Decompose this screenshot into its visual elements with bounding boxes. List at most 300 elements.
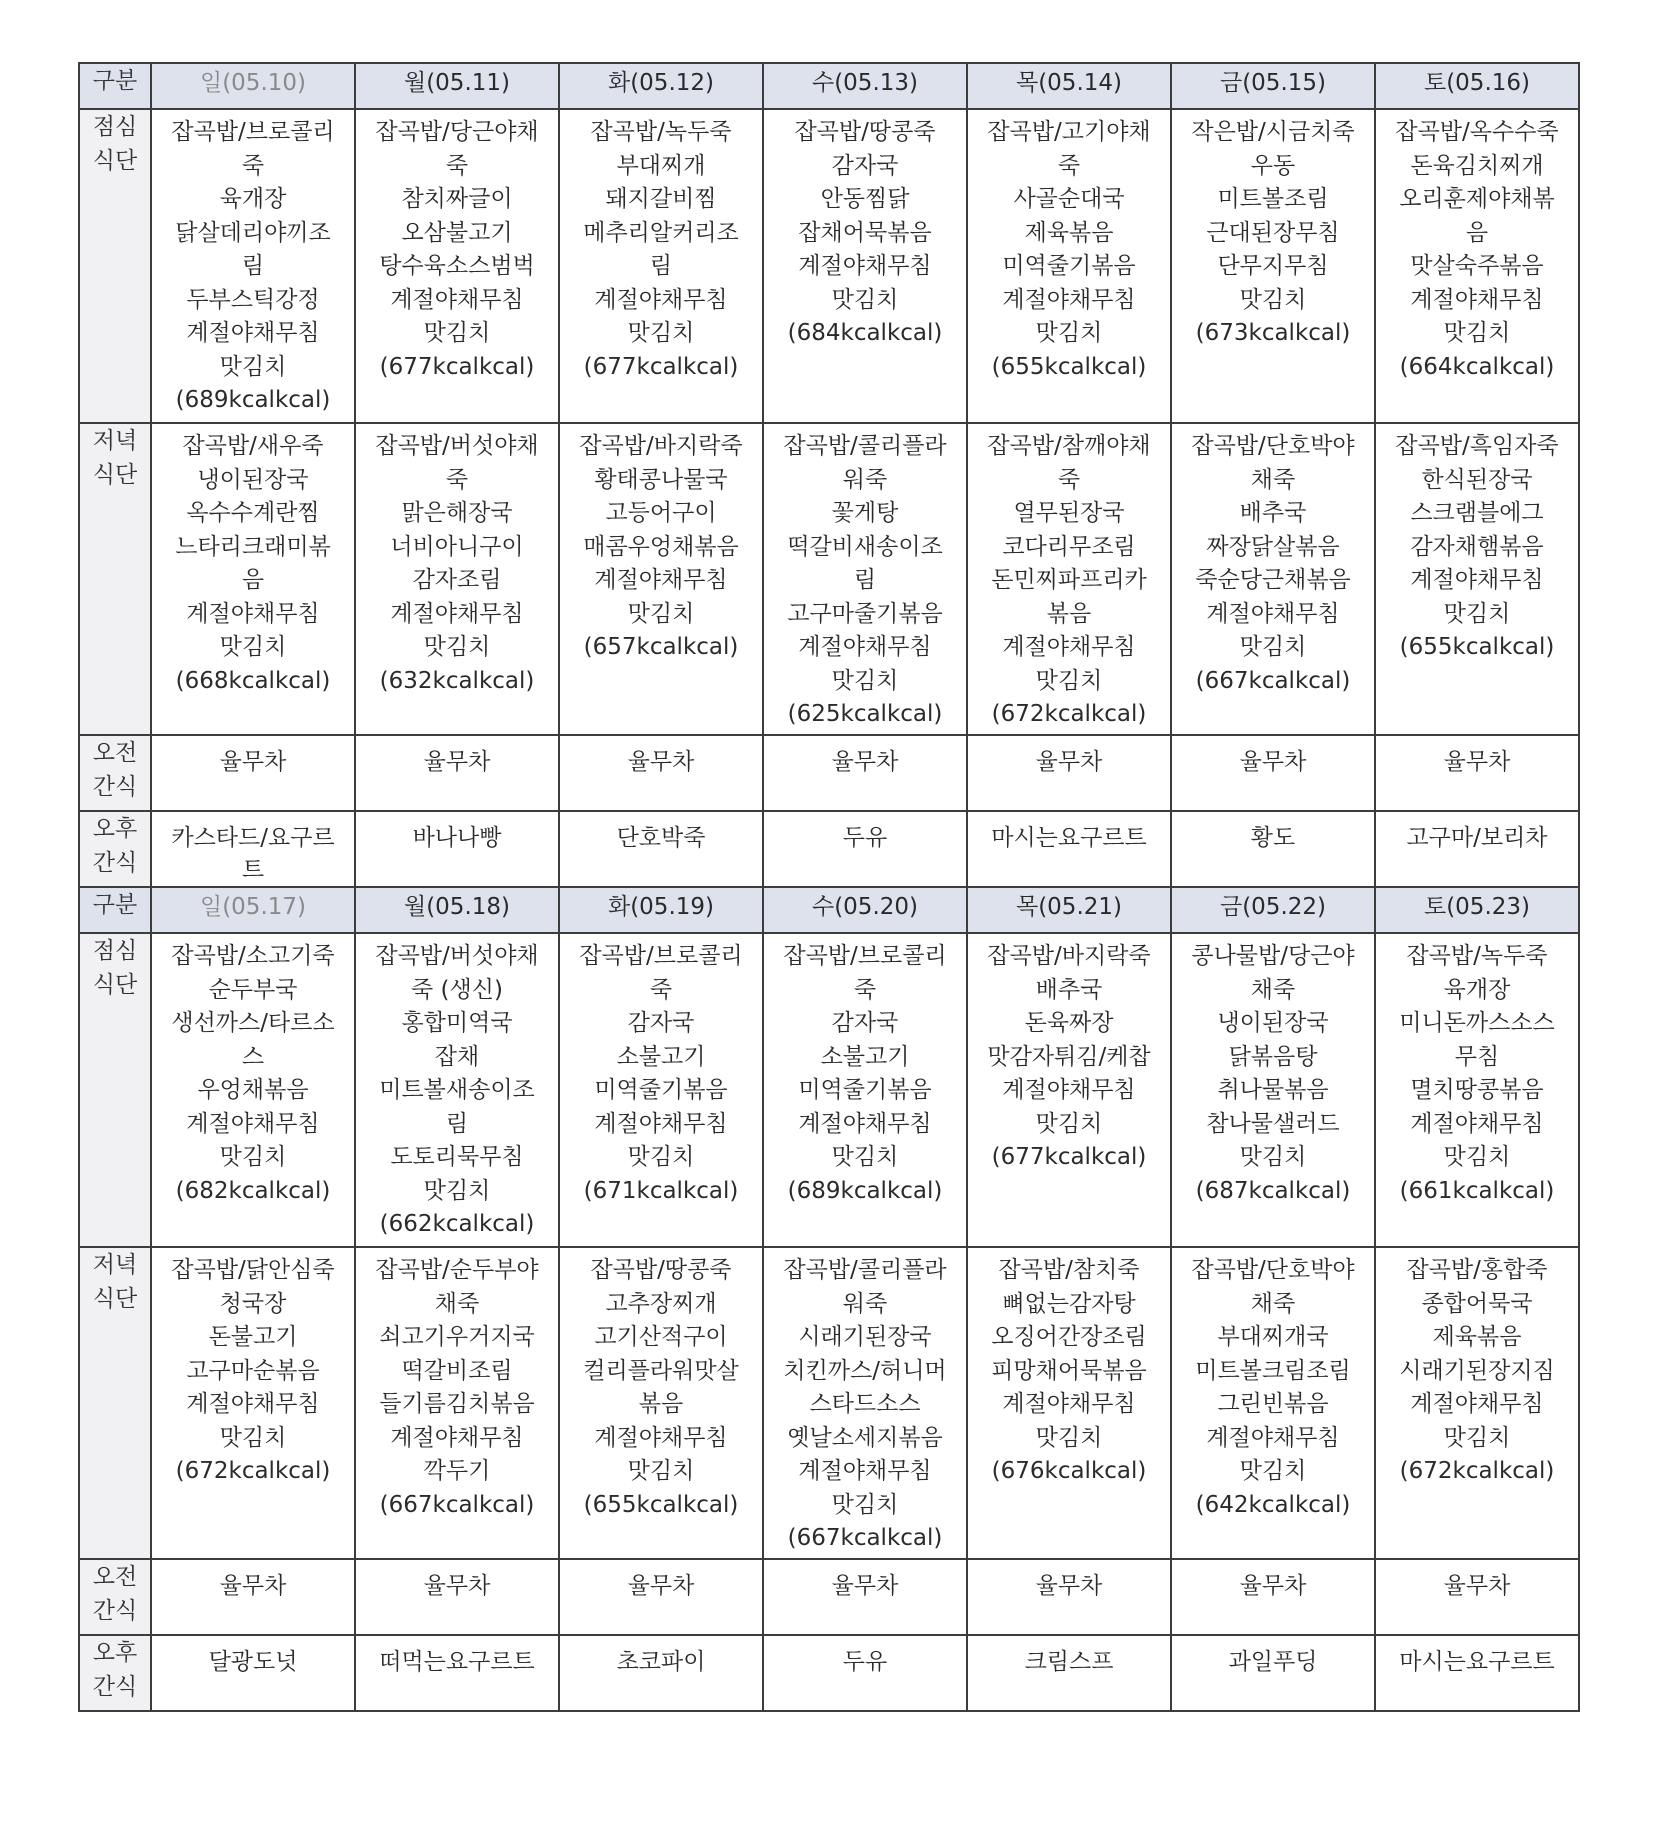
menu-item-line: 두유 bbox=[842, 825, 888, 851]
menu-item-line: 잡곡밥/버섯야채 bbox=[375, 433, 539, 459]
menu-items bbox=[764, 424, 966, 732]
menu-item-line: 맛김치 bbox=[219, 634, 287, 660]
lunch-cell bbox=[763, 109, 967, 423]
menu-item-line: 육개장 bbox=[1443, 976, 1511, 1003]
menu-item-line: 부대찌개국 bbox=[1217, 1324, 1329, 1350]
menu-item-line: 스크램블에그 bbox=[1410, 500, 1544, 526]
menu-item-line: 계절야채무침 bbox=[186, 600, 320, 627]
menu-item-line: 계절야채무침 bbox=[186, 1391, 320, 1417]
day-header: 목(05.14) bbox=[967, 63, 1171, 109]
menu-item-line: 맛김치 bbox=[1035, 1424, 1103, 1451]
menu-item-line: 잡곡밥/홍합죽 bbox=[1406, 1257, 1548, 1283]
menu-item-line: 죽 bbox=[1057, 152, 1081, 179]
day-header: 금(05.22) bbox=[1171, 887, 1375, 933]
menu-item-line: (661kcalkcal) bbox=[1399, 1177, 1555, 1204]
menu-item-line: 맛김치 bbox=[627, 320, 695, 346]
menu-item-line: 율무차 bbox=[1239, 1573, 1307, 1599]
lunch-cell bbox=[151, 109, 355, 423]
menu-item-line: 워죽 bbox=[842, 466, 888, 493]
morning-snack-cell bbox=[355, 735, 559, 811]
header-label: 구분 bbox=[79, 63, 151, 109]
row-label-line: 점심 bbox=[92, 938, 138, 964]
row-label bbox=[79, 1559, 151, 1635]
menu-item-line: 계절야채무침 bbox=[1002, 286, 1136, 313]
menu-item-line: 맛감자튀김/케찹 bbox=[987, 1043, 1151, 1070]
menu-item-line: 채죽 bbox=[1250, 466, 1296, 493]
dinner-cell bbox=[763, 1247, 967, 1559]
menu-item-line: (657kcalkcal) bbox=[583, 634, 739, 660]
dinner-cell bbox=[1375, 423, 1579, 735]
menu-item-line: 계절야채무침 bbox=[1410, 567, 1544, 593]
menu-item-line: 율무차 bbox=[219, 749, 287, 775]
menu-item-line: 맛김치 bbox=[1239, 1458, 1307, 1484]
menu-item-line: 잡곡밥/당근야채 bbox=[375, 119, 539, 145]
menu-item-line: (677kcalkcal) bbox=[379, 353, 535, 380]
menu-item-line: 계절야채무침 bbox=[1002, 1077, 1136, 1103]
menu-item-line: (676kcalkcal) bbox=[991, 1458, 1147, 1484]
menu-item-line: 죽 bbox=[445, 152, 469, 179]
menu-item-line: 고기산적구이 bbox=[594, 1324, 728, 1350]
menu-item-line: 꽃게탕 bbox=[831, 500, 899, 526]
row-label-line: 간식 bbox=[92, 774, 138, 800]
menu-items bbox=[560, 1560, 762, 1602]
meal-plan-table bbox=[78, 62, 1580, 1712]
afternoon-snack-cell bbox=[763, 1635, 967, 1711]
menu-items bbox=[560, 424, 762, 665]
lunch-cell bbox=[1171, 109, 1375, 423]
menu-items bbox=[764, 1636, 966, 1678]
menu-item-line: 잡곡밥/참깨야채 bbox=[987, 433, 1151, 459]
menu-items bbox=[560, 934, 762, 1208]
menu-item-line: 율무차 bbox=[1035, 749, 1103, 775]
menu-item-line: (684kcalkcal) bbox=[787, 320, 943, 346]
menu-item-line: 맛김치 bbox=[219, 353, 287, 380]
row-label-line: 식단 bbox=[92, 462, 138, 488]
menu-item-line: (642kcalkcal) bbox=[1195, 1491, 1351, 1518]
menu-item-line: 계절야채무침 bbox=[594, 286, 728, 313]
menu-item-line: 제육볶음 bbox=[1432, 1324, 1522, 1350]
menu-item-line: 잡곡밥/순두부야 bbox=[375, 1257, 539, 1283]
menu-items bbox=[764, 736, 966, 778]
menu-item-line: 잡곡밥/녹두죽 bbox=[590, 119, 732, 145]
menu-items bbox=[764, 812, 966, 854]
menu-item-line: 닭살데리야끼조 bbox=[175, 219, 331, 246]
menu-item-line: 크림스프 bbox=[1024, 1649, 1114, 1675]
menu-item-line: 옛날소세지볶음 bbox=[787, 1424, 943, 1451]
menu-item-line: 냉이된장국 bbox=[1217, 1010, 1329, 1036]
lunch-cell bbox=[763, 933, 967, 1247]
menu-items bbox=[152, 812, 354, 886]
row-label-line: 식단 bbox=[92, 1286, 138, 1312]
menu-item-line: (689kcalkcal) bbox=[787, 1177, 943, 1204]
menu-item-line: 그린빈볶음 bbox=[1217, 1391, 1329, 1417]
menu-item-line: 단무지무침 bbox=[1217, 253, 1329, 279]
morning-snack-cell bbox=[1375, 735, 1579, 811]
afternoon-snack-cell bbox=[151, 811, 355, 887]
menu-item-line: 맛김치 bbox=[831, 1491, 899, 1518]
menu-item-line: 안동찜닭 bbox=[820, 186, 910, 212]
menu-items bbox=[152, 934, 354, 1208]
menu-item-line: (689kcalkcal) bbox=[175, 387, 331, 413]
menu-item-line: 뼈없는감자탕 bbox=[1002, 1290, 1136, 1317]
menu-item-line: 무침 bbox=[1454, 1043, 1500, 1070]
row-label-line: 점심 bbox=[92, 114, 138, 140]
day-header: 월(05.18) bbox=[355, 887, 559, 933]
menu-item-line: (677kcalkcal) bbox=[991, 1144, 1147, 1170]
menu-items bbox=[764, 934, 966, 1208]
menu-items bbox=[968, 110, 1170, 384]
dinner-row bbox=[79, 423, 1579, 735]
lunch-cell bbox=[1375, 109, 1579, 423]
afternoon-snack-cell bbox=[1375, 1635, 1579, 1711]
menu-item-line: 잡채어묵볶음 bbox=[798, 219, 932, 246]
morning-snack-cell bbox=[559, 1559, 763, 1635]
menu-item-line: 근대된장무침 bbox=[1206, 219, 1340, 246]
menu-item-line: 잡곡밥/땅콩죽 bbox=[794, 119, 936, 145]
afternoon-snack-cell bbox=[355, 1635, 559, 1711]
menu-item-line: 들기름김치볶음 bbox=[379, 1391, 535, 1417]
menu-item-line: 우동 bbox=[1250, 152, 1296, 179]
morning-snack-cell bbox=[151, 735, 355, 811]
header-label: 구분 bbox=[79, 887, 151, 933]
menu-items bbox=[764, 110, 966, 351]
menu-item-line: 깍두기 bbox=[423, 1458, 491, 1484]
menu-item-line: 마시는요구르트 bbox=[1399, 1649, 1555, 1675]
menu-item-line: (667kcalkcal) bbox=[1195, 667, 1351, 694]
afternoon-snack-cell bbox=[559, 811, 763, 887]
menu-item-line: 고추장찌개 bbox=[605, 1290, 717, 1317]
menu-item-line: 맛김치 bbox=[1443, 600, 1511, 627]
lunch-row bbox=[79, 933, 1579, 1247]
menu-item-line: 두부스틱강정 bbox=[186, 286, 320, 313]
menu-item-line: 한식된장국 bbox=[1421, 466, 1533, 493]
menu-item-line: 계절야채무침 bbox=[186, 1110, 320, 1137]
menu-item-line: 맛김치 bbox=[219, 1144, 287, 1170]
menu-item-line: 채죽 bbox=[1250, 1290, 1296, 1317]
menu-items bbox=[1172, 934, 1374, 1208]
row-label-line: 식단 bbox=[92, 148, 138, 174]
menu-item-line: 잡곡밥/녹두죽 bbox=[1406, 943, 1548, 969]
menu-item-line: 맛김치 bbox=[831, 286, 899, 313]
menu-items bbox=[1376, 812, 1578, 854]
menu-item-line: 계절야채무침 bbox=[1206, 600, 1340, 627]
menu-item-line: 림 bbox=[445, 1110, 469, 1137]
menu-item-line: 돈불고기 bbox=[208, 1324, 298, 1350]
menu-item-line: 볶음 bbox=[1046, 600, 1092, 627]
menu-item-line: 잡곡밥/새우죽 bbox=[182, 433, 324, 459]
morning-snack-cell bbox=[763, 735, 967, 811]
afternoon-snack-cell bbox=[1171, 811, 1375, 887]
menu-items bbox=[968, 1636, 1170, 1678]
menu-items bbox=[152, 736, 354, 778]
afternoon-snack-cell bbox=[967, 1635, 1171, 1711]
menu-items bbox=[1172, 812, 1374, 854]
menu-item-line: 미트볼새송이조 bbox=[379, 1077, 535, 1103]
menu-item-line: (672kcalkcal) bbox=[991, 701, 1147, 727]
menu-item-line: 홍합미역국 bbox=[401, 1010, 513, 1036]
menu-item-line: 열무된장국 bbox=[1013, 500, 1125, 526]
menu-items bbox=[968, 812, 1170, 854]
dinner-cell bbox=[1171, 1247, 1375, 1559]
menu-item-line: 볶음 bbox=[638, 1391, 684, 1417]
menu-item-line: 율무차 bbox=[1443, 749, 1511, 775]
menu-item-line: 감자국 bbox=[831, 152, 899, 179]
menu-items bbox=[356, 1636, 558, 1678]
menu-item-line: (632kcalkcal) bbox=[379, 667, 535, 694]
menu-item-line: 황도 bbox=[1250, 825, 1296, 851]
menu-item-line: 죽 bbox=[445, 466, 469, 493]
menu-items bbox=[356, 934, 558, 1242]
day-header: 수(05.13) bbox=[763, 63, 967, 109]
day-header: 토(05.16) bbox=[1375, 63, 1579, 109]
menu-items bbox=[560, 812, 762, 854]
menu-item-line: 배추국 bbox=[1035, 976, 1103, 1003]
row-label bbox=[79, 811, 151, 887]
menu-item-line: 생선까스/타르소 bbox=[171, 1010, 335, 1036]
morning-snack-cell bbox=[967, 1559, 1171, 1635]
menu-item-line: 잡곡밥/소고기죽 bbox=[171, 943, 335, 969]
menu-item-line: 맛김치 bbox=[627, 600, 695, 627]
menu-item-line: 맛김치 bbox=[831, 667, 899, 694]
menu-item-line: 취나물볶음 bbox=[1217, 1077, 1329, 1103]
menu-item-line: 잡곡밥/바지락죽 bbox=[987, 943, 1151, 969]
menu-item-line: 잡곡밥/단호박야 bbox=[1191, 433, 1355, 459]
menu-item-line: 계절야채무침 bbox=[390, 1424, 524, 1451]
menu-item-line: 시래기된장지짐 bbox=[1399, 1357, 1555, 1384]
row-label-line: 오후 bbox=[92, 1640, 138, 1666]
morning-snack-row bbox=[79, 735, 1579, 811]
menu-item-line: 미역줄기볶음 bbox=[594, 1077, 728, 1103]
row-label bbox=[79, 1635, 151, 1711]
menu-item-line: 율무차 bbox=[627, 1573, 695, 1599]
menu-item-line: 계절야채무침 bbox=[594, 1110, 728, 1137]
day-header: 금(05.15) bbox=[1171, 63, 1375, 109]
menu-item-line: 맛김치 bbox=[1443, 1424, 1511, 1451]
menu-item-line: 맛김치 bbox=[1443, 1144, 1511, 1170]
week-header-row bbox=[79, 63, 1579, 109]
afternoon-snack-cell bbox=[1171, 1635, 1375, 1711]
afternoon-snack-cell bbox=[559, 1635, 763, 1711]
menu-item-line: 미역줄기볶음 bbox=[1002, 253, 1136, 279]
menu-item-line: 감자국 bbox=[831, 1010, 899, 1036]
row-label-line: 저녁 bbox=[92, 1252, 138, 1278]
morning-snack-cell bbox=[1375, 1559, 1579, 1635]
menu-item-line: 죽 bbox=[649, 976, 673, 1003]
menu-item-line: 시래기된장국 bbox=[798, 1324, 932, 1350]
menu-item-line: 죽 (생신) bbox=[411, 976, 503, 1003]
menu-items bbox=[1172, 1248, 1374, 1522]
morning-snack-cell bbox=[967, 735, 1171, 811]
morning-snack-cell bbox=[1171, 735, 1375, 811]
menu-item-line: 맛살숙주볶음 bbox=[1410, 253, 1544, 279]
lunch-row bbox=[79, 109, 1579, 423]
morning-snack-row bbox=[79, 1559, 1579, 1635]
menu-item-line: 계절야채무침 bbox=[594, 1424, 728, 1451]
day-header: 일(05.17) bbox=[151, 887, 355, 933]
menu-item-line: 율무차 bbox=[831, 749, 899, 775]
day-header: 월(05.11) bbox=[355, 63, 559, 109]
afternoon-snack-cell bbox=[1375, 811, 1579, 887]
menu-items bbox=[356, 110, 558, 384]
menu-item-line: 잡곡밥/바지락죽 bbox=[579, 433, 743, 459]
menu-item-line: 잡곡밥/옥수수죽 bbox=[1395, 119, 1559, 145]
menu-item-line: 과일푸딩 bbox=[1228, 1649, 1318, 1675]
afternoon-snack-cell bbox=[355, 811, 559, 887]
menu-item-line: 소불고기 bbox=[820, 1043, 910, 1070]
afternoon-snack-cell bbox=[967, 811, 1171, 887]
menu-item-line: 배추국 bbox=[1239, 500, 1307, 526]
menu-item-line: 맛김치 bbox=[1035, 667, 1103, 694]
menu-item-line: 옥수수계란찜 bbox=[186, 500, 320, 526]
menu-item-line: 콩나물밥/당근야 bbox=[1191, 943, 1355, 969]
menu-items bbox=[968, 1560, 1170, 1602]
row-label-line: 식단 bbox=[92, 972, 138, 998]
menu-item-line: 떡갈비새송이조 bbox=[787, 533, 943, 560]
menu-items bbox=[1376, 1636, 1578, 1678]
menu-item-line: 메추리알커리조 bbox=[583, 219, 739, 246]
menu-item-line: 잡곡밥/콜리플라 bbox=[783, 1257, 947, 1283]
day-header: 목(05.21) bbox=[967, 887, 1171, 933]
menu-item-line: 맛김치 bbox=[627, 1144, 695, 1170]
menu-item-line: (687kcalkcal) bbox=[1195, 1177, 1351, 1204]
menu-item-line: 미니돈까스소스 bbox=[1399, 1010, 1555, 1036]
menu-item-line: 두유 bbox=[842, 1649, 888, 1675]
menu-item-line: 맛김치 bbox=[219, 1424, 287, 1451]
menu-item-line: 계절야채무침 bbox=[186, 320, 320, 346]
menu-item-line: (677kcalkcal) bbox=[583, 353, 739, 380]
menu-item-line: 율무차 bbox=[1035, 1573, 1103, 1599]
menu-items bbox=[1376, 1248, 1578, 1489]
menu-item-line: (672kcalkcal) bbox=[1399, 1458, 1555, 1484]
menu-item-line: 오리훈제야채볶 bbox=[1399, 186, 1555, 212]
menu-items bbox=[356, 424, 558, 698]
menu-item-line: 바나나빵 bbox=[412, 825, 502, 851]
menu-item-line: 종합어묵국 bbox=[1421, 1290, 1533, 1317]
day-header: 화(05.12) bbox=[559, 63, 763, 109]
meal-plan-document bbox=[78, 62, 1578, 1712]
menu-item-line: 청국장 bbox=[219, 1290, 287, 1317]
menu-items bbox=[968, 934, 1170, 1175]
menu-item-line: 돈육김치찌개 bbox=[1410, 152, 1544, 179]
day-header: 화(05.19) bbox=[559, 887, 763, 933]
row-label-line: 저녁 bbox=[92, 428, 138, 454]
menu-item-line: 계절야채무침 bbox=[798, 1458, 932, 1484]
afternoon-snack-cell bbox=[763, 811, 967, 887]
menu-items bbox=[152, 424, 354, 698]
lunch-cell bbox=[355, 109, 559, 423]
menu-items bbox=[968, 736, 1170, 778]
menu-items bbox=[356, 1560, 558, 1602]
menu-item-line: 떠먹는요구르트 bbox=[379, 1649, 535, 1675]
menu-item-line: 떡갈비조림 bbox=[401, 1357, 513, 1384]
menu-item-line: (667kcalkcal) bbox=[379, 1491, 535, 1518]
menu-item-line: 맑은해장국 bbox=[401, 500, 513, 526]
menu-item-line: 고구마줄기볶음 bbox=[787, 600, 943, 627]
row-label-line: 간식 bbox=[92, 1674, 138, 1700]
menu-item-line: 피망채어묵볶음 bbox=[991, 1357, 1147, 1384]
day-header: 토(05.23) bbox=[1375, 887, 1579, 933]
day-header: 수(05.20) bbox=[763, 887, 967, 933]
menu-item-line: 맛김치 bbox=[1035, 1110, 1103, 1137]
row-label bbox=[79, 109, 151, 423]
menu-items bbox=[560, 736, 762, 778]
menu-item-line: 감자조림 bbox=[412, 567, 502, 593]
menu-item-line: 율무차 bbox=[1239, 749, 1307, 775]
menu-items bbox=[1172, 110, 1374, 351]
dinner-cell bbox=[763, 423, 967, 735]
menu-item-line: 코다리무조림 bbox=[1002, 533, 1136, 560]
menu-items bbox=[1376, 424, 1578, 665]
row-label-line: 오후 bbox=[92, 816, 138, 842]
menu-item-line: (671kcalkcal) bbox=[583, 1177, 739, 1204]
menu-item-line: 잡곡밥/닭안심죽 bbox=[171, 1257, 335, 1283]
menu-items bbox=[560, 1248, 762, 1522]
menu-item-line: 작은밥/시금치죽 bbox=[1191, 119, 1355, 145]
afternoon-snack-row bbox=[79, 811, 1579, 887]
dinner-cell bbox=[151, 423, 355, 735]
menu-item-line: 쇠고기우거지국 bbox=[379, 1324, 535, 1350]
menu-item-line: 도토리묵무침 bbox=[390, 1144, 524, 1170]
menu-items bbox=[1172, 736, 1374, 778]
menu-item-line: 감자국 bbox=[627, 1010, 695, 1036]
row-label bbox=[79, 1247, 151, 1559]
row-label-line: 간식 bbox=[92, 1598, 138, 1624]
menu-item-line: 잡곡밥/땅콩죽 bbox=[590, 1257, 732, 1283]
menu-item-line: 림 bbox=[649, 253, 673, 279]
lunch-cell bbox=[559, 109, 763, 423]
menu-item-line: 카스타드/요구르 bbox=[171, 825, 335, 851]
menu-item-line: 잡곡밥/흑임자죽 bbox=[1395, 433, 1559, 459]
menu-item-line: 맛김치 bbox=[1443, 320, 1511, 346]
morning-snack-cell bbox=[1171, 1559, 1375, 1635]
menu-item-line: 계절야채무침 bbox=[1410, 1391, 1544, 1417]
menu-item-line: 잡곡밥/브로콜리 bbox=[579, 943, 743, 969]
lunch-cell bbox=[559, 933, 763, 1247]
menu-items bbox=[152, 1560, 354, 1602]
menu-item-line: 잡곡밥/콜리플라 bbox=[783, 433, 947, 459]
menu-item-line: 단호박죽 bbox=[616, 825, 706, 851]
menu-item-line: (655kcalkcal) bbox=[583, 1491, 739, 1518]
menu-item-line: (667kcalkcal) bbox=[787, 1525, 943, 1551]
row-label-line: 오전 bbox=[92, 740, 138, 766]
menu-items bbox=[152, 110, 354, 418]
menu-item-line: 스 bbox=[241, 1043, 265, 1070]
menu-items bbox=[1376, 934, 1578, 1208]
menu-item-line: (625kcalkcal) bbox=[787, 701, 943, 727]
lunch-cell bbox=[967, 109, 1171, 423]
menu-item-line: 잡곡밥/버섯야채 bbox=[375, 943, 539, 969]
day-header: 일(05.10) bbox=[151, 63, 355, 109]
menu-item-line: 율무차 bbox=[219, 1573, 287, 1599]
menu-item-line: 매콤우엉채볶음 bbox=[583, 533, 739, 560]
menu-item-line: 돼지갈비찜 bbox=[605, 186, 717, 212]
menu-items bbox=[1376, 736, 1578, 778]
menu-item-line: 참치짜글이 bbox=[401, 186, 513, 212]
menu-item-line: 미역줄기볶음 bbox=[798, 1077, 932, 1103]
dinner-cell bbox=[559, 1247, 763, 1559]
menu-item-line: 참나물샐러드 bbox=[1206, 1110, 1340, 1137]
menu-item-line: 너비아니구이 bbox=[390, 533, 524, 560]
menu-item-line: 계절야채무침 bbox=[798, 1110, 932, 1137]
dinner-cell bbox=[967, 423, 1171, 735]
lunch-cell bbox=[355, 933, 559, 1247]
menu-items bbox=[1172, 1636, 1374, 1678]
dinner-cell bbox=[355, 423, 559, 735]
menu-item-line: 제육볶음 bbox=[1024, 219, 1114, 246]
menu-item-line: 감자채햄볶음 bbox=[1410, 533, 1544, 560]
menu-items bbox=[1172, 1560, 1374, 1602]
menu-item-line: 음 bbox=[1465, 219, 1489, 246]
